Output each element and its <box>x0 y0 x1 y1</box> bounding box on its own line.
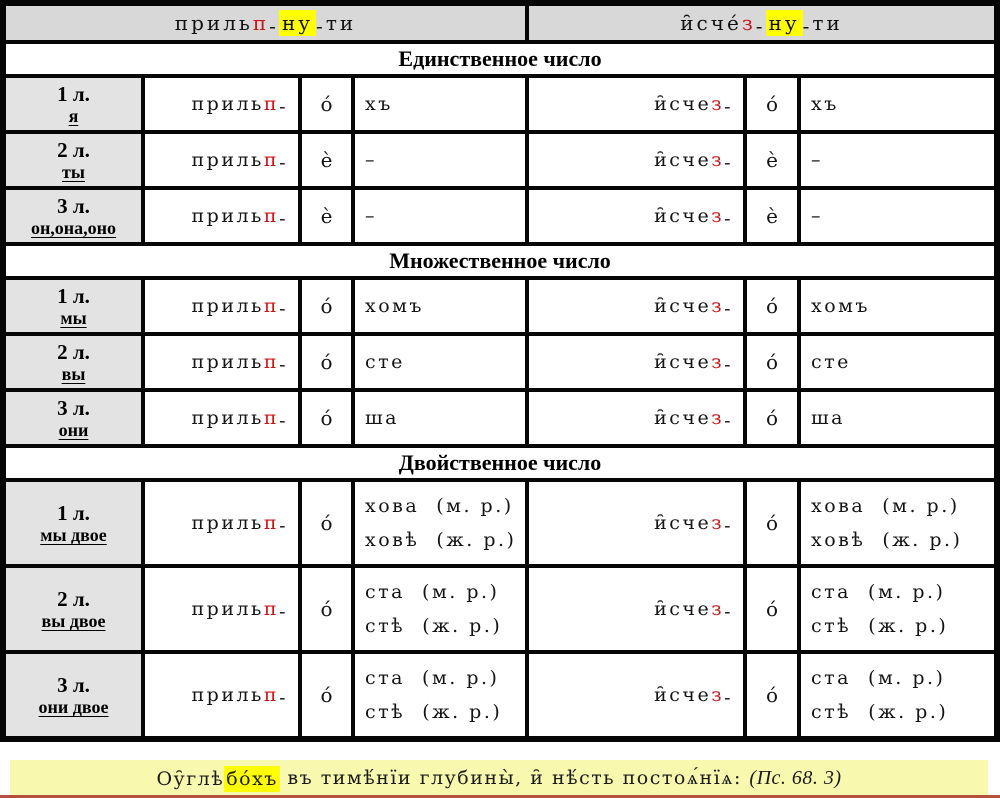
person-label: 1 л. <box>57 500 90 525</box>
suffix-cell-left: ѐ <box>302 134 351 186</box>
suffix-cell-right: о́ <box>747 78 797 130</box>
person-cell <box>6 280 141 332</box>
person-cell <box>6 336 141 388</box>
ending-cell-left <box>355 134 525 186</box>
stem-text: приль <box>191 684 264 706</box>
person-label: 1 л. <box>57 81 90 106</box>
psalm-reference: (Пс. 68. 3) <box>749 767 842 789</box>
ending-cell-right <box>801 134 994 186</box>
morpheme-dash: - <box>724 96 733 118</box>
person-label: 2 л. <box>57 137 90 162</box>
morpheme-dash: - <box>724 354 733 376</box>
person-cell <box>6 568 141 650</box>
stem-text: и̑сче <box>654 205 712 227</box>
stem-cell-left <box>145 482 298 564</box>
section-title-dual: Двойственное число <box>6 448 994 478</box>
stem-text: и̑сче <box>654 684 712 706</box>
stem-final-letter: з <box>711 295 725 317</box>
stem-final-letter: з <box>711 149 725 171</box>
ending-cell-left <box>355 654 525 736</box>
person-cell <box>6 654 141 736</box>
pronoun-label: мы двое <box>40 524 107 545</box>
ending-line-masculine: хова (м. р.) <box>365 495 514 517</box>
suffix-cell-left: ѐ <box>302 190 351 242</box>
suffix-cell-right: о́ <box>747 280 797 332</box>
stem-final-letter: з <box>711 598 725 620</box>
stem-text: и̑сче <box>654 93 712 115</box>
morpheme-dash: - <box>279 601 288 623</box>
morpheme-dash: - <box>316 14 326 38</box>
morpheme-dash: - <box>279 515 288 537</box>
ending-cell-right <box>801 78 994 130</box>
suffix-cell-right: о́ <box>747 654 797 736</box>
scripture-quote-banner <box>10 760 988 797</box>
ending-line: хомъ <box>811 295 871 317</box>
suffix-cell-right: ѐ <box>747 134 797 186</box>
person-label: 3 л. <box>57 193 90 218</box>
ending-cell-right <box>801 568 994 650</box>
ending-line: – <box>365 149 377 171</box>
suffix-cell-left: о́ <box>302 336 351 388</box>
person-cell <box>6 482 141 564</box>
highlighted-suffix: ну <box>766 10 803 36</box>
verb-infinitive-ending: ти <box>812 11 843 35</box>
ending-line: – <box>811 149 823 171</box>
ending-line-masculine: хова (м. р.) <box>811 495 960 517</box>
stem-cell-left <box>145 190 298 242</box>
verb-stem-text: приль <box>174 11 253 35</box>
morpheme-dash: - <box>724 410 733 432</box>
ending-cell-right <box>801 654 994 736</box>
pronoun-label: он,она,оно <box>30 217 117 238</box>
quote-text: въ тимѣ́нїи глубины̀, и̑ нѣ́сть постоѧ́нїѧ: <box>279 767 750 789</box>
suffix-cell-left: о́ <box>302 280 351 332</box>
stem-text: приль <box>191 295 264 317</box>
stem-text: приль <box>191 598 264 620</box>
pronoun-label: они <box>58 419 89 440</box>
stem-final-letter: п <box>263 295 280 317</box>
morpheme-dash: - <box>755 14 766 38</box>
person-cell <box>6 392 141 444</box>
verb-stem-text: и̑сче́ <box>680 11 742 35</box>
ending-cell-right <box>801 336 994 388</box>
section-title-singular: Единственное число <box>6 44 994 74</box>
ending-line: сте <box>811 351 851 373</box>
verb-header-left <box>6 6 525 40</box>
stem-text: и̑сче <box>654 351 712 373</box>
person-label: 1 л. <box>57 283 90 308</box>
stem-final-letter: п <box>263 93 280 115</box>
ending-cell-left <box>355 392 525 444</box>
ending-cell-left <box>355 280 525 332</box>
person-label: 2 л. <box>57 586 90 611</box>
suffix-cell-left: о́ <box>302 482 351 564</box>
stem-text: и̑сче <box>654 149 712 171</box>
person-cell <box>6 78 141 130</box>
stem-text: и̑сче <box>654 407 712 429</box>
verb-stem-final-letter: п <box>252 11 270 35</box>
stem-final-letter: з <box>711 407 725 429</box>
morpheme-dash: - <box>724 152 733 174</box>
stem-final-letter: п <box>263 149 280 171</box>
stem-final-letter: п <box>263 684 280 706</box>
ending-line-masculine: ста (м. р.) <box>365 667 500 689</box>
ending-cell-right <box>801 280 994 332</box>
suffix-cell-right: о́ <box>747 392 797 444</box>
stem-cell-left <box>145 568 298 650</box>
suffix-cell-left: о́ <box>302 78 351 130</box>
morpheme-dash: - <box>724 687 733 709</box>
ending-line: сте <box>365 351 405 373</box>
stem-cell-right <box>529 134 743 186</box>
stem-final-letter: п <box>263 598 280 620</box>
suffix-cell-right: о́ <box>747 482 797 564</box>
verb-infinitive-ending: ти <box>325 11 357 35</box>
stem-cell-left <box>145 654 298 736</box>
ending-line-feminine: стѣ (ж. р.) <box>811 615 949 637</box>
ending-line-feminine: ховѣ (ж. р.) <box>365 529 517 551</box>
morpheme-dash: - <box>269 14 279 38</box>
ending-line: хъ <box>811 93 839 115</box>
morpheme-dash: - <box>279 152 288 174</box>
morpheme-dash: - <box>279 354 288 376</box>
stem-final-letter: з <box>711 351 725 373</box>
morpheme-dash: - <box>802 14 813 38</box>
suffix-cell-left: о́ <box>302 392 351 444</box>
stem-text: и̑сче <box>654 295 712 317</box>
person-label: 2 л. <box>57 339 90 364</box>
ending-cell-right <box>801 482 994 564</box>
stem-final-letter: з <box>711 684 725 706</box>
stem-text: приль <box>191 205 264 227</box>
stem-cell-left <box>145 392 298 444</box>
morpheme-dash: - <box>279 96 288 118</box>
stem-final-letter: п <box>263 205 280 227</box>
pronoun-label: они двое <box>38 696 109 717</box>
highlighted-aorist-suffix: бо́хъ <box>226 767 278 790</box>
ending-line: хомъ <box>365 295 425 317</box>
pronoun-label: вы <box>61 363 86 384</box>
morpheme-dash: - <box>724 515 733 537</box>
stem-cell-right <box>529 190 743 242</box>
stem-text: приль <box>191 407 264 429</box>
morpheme-dash: - <box>279 298 288 320</box>
morpheme-dash: - <box>279 687 288 709</box>
stem-cell-right <box>529 568 743 650</box>
stem-cell-left <box>145 78 298 130</box>
ending-cell-left <box>355 336 525 388</box>
pronoun-label: вы двое <box>41 610 106 631</box>
suffix-cell-left: о́ <box>302 654 351 736</box>
ending-cell-left <box>355 482 525 564</box>
ending-line: ша <box>365 407 399 429</box>
stem-final-letter: п <box>263 407 280 429</box>
pronoun-label: ты <box>62 161 85 182</box>
quote-text: Оу̑глѣ <box>156 767 225 790</box>
stem-cell-right <box>529 336 743 388</box>
ending-cell-left <box>355 190 525 242</box>
stem-cell-right <box>529 482 743 564</box>
verb-stem-final-letter: з <box>741 11 756 35</box>
stem-cell-right <box>529 280 743 332</box>
morpheme-dash: - <box>279 208 288 230</box>
highlighted-suffix: ну <box>279 10 316 36</box>
ending-line-feminine: ховѣ (ж. р.) <box>811 529 963 551</box>
stem-final-letter: з <box>711 93 725 115</box>
ending-line-masculine: ста (м. р.) <box>811 581 946 603</box>
ending-line-masculine: ста (м. р.) <box>365 581 500 603</box>
ending-cell-right <box>801 190 994 242</box>
suffix-cell-right: о́ <box>747 336 797 388</box>
stem-text: и̑сче <box>654 512 712 534</box>
stem-final-letter: п <box>263 512 280 534</box>
stem-cell-left <box>145 336 298 388</box>
pronoun-label: я <box>68 105 79 126</box>
stem-cell-right <box>529 654 743 736</box>
ending-line-feminine: стѣ (ж. р.) <box>365 615 503 637</box>
stem-cell-left <box>145 280 298 332</box>
stem-text: приль <box>191 149 264 171</box>
stem-final-letter: з <box>711 512 725 534</box>
ending-line-masculine: ста (м. р.) <box>811 667 946 689</box>
suffix-cell-left: о́ <box>302 568 351 650</box>
suffix-cell-right: ѐ <box>747 190 797 242</box>
section-title-plural: Множественное число <box>6 246 994 276</box>
morpheme-dash: - <box>724 208 733 230</box>
ending-cell-left <box>355 568 525 650</box>
person-cell <box>6 190 141 242</box>
person-label: 3 л. <box>57 395 90 420</box>
ending-cell-left <box>355 78 525 130</box>
person-cell <box>6 134 141 186</box>
ending-line: хъ <box>365 93 393 115</box>
person-label: 3 л. <box>57 672 90 697</box>
stem-final-letter: п <box>263 351 280 373</box>
stem-final-letter: з <box>711 205 725 227</box>
ending-cell-right <box>801 392 994 444</box>
ending-line: – <box>811 205 823 227</box>
morpheme-dash: - <box>724 298 733 320</box>
verb-header-right <box>529 6 994 40</box>
ending-line-feminine: стѣ (ж. р.) <box>365 701 503 723</box>
stem-text: приль <box>191 512 264 534</box>
stem-cell-right <box>529 78 743 130</box>
morpheme-dash: - <box>279 410 288 432</box>
ending-line-feminine: стѣ (ж. р.) <box>811 701 949 723</box>
pronoun-label: мы <box>60 307 87 328</box>
stem-text: приль <box>191 351 264 373</box>
suffix-cell-right: о́ <box>747 568 797 650</box>
stem-text: приль <box>191 93 264 115</box>
stem-cell-left <box>145 134 298 186</box>
ending-line: – <box>365 205 377 227</box>
ending-line: ша <box>811 407 845 429</box>
morpheme-dash: - <box>724 601 733 623</box>
stem-text: и̑сче <box>654 598 712 620</box>
stem-cell-right <box>529 392 743 444</box>
